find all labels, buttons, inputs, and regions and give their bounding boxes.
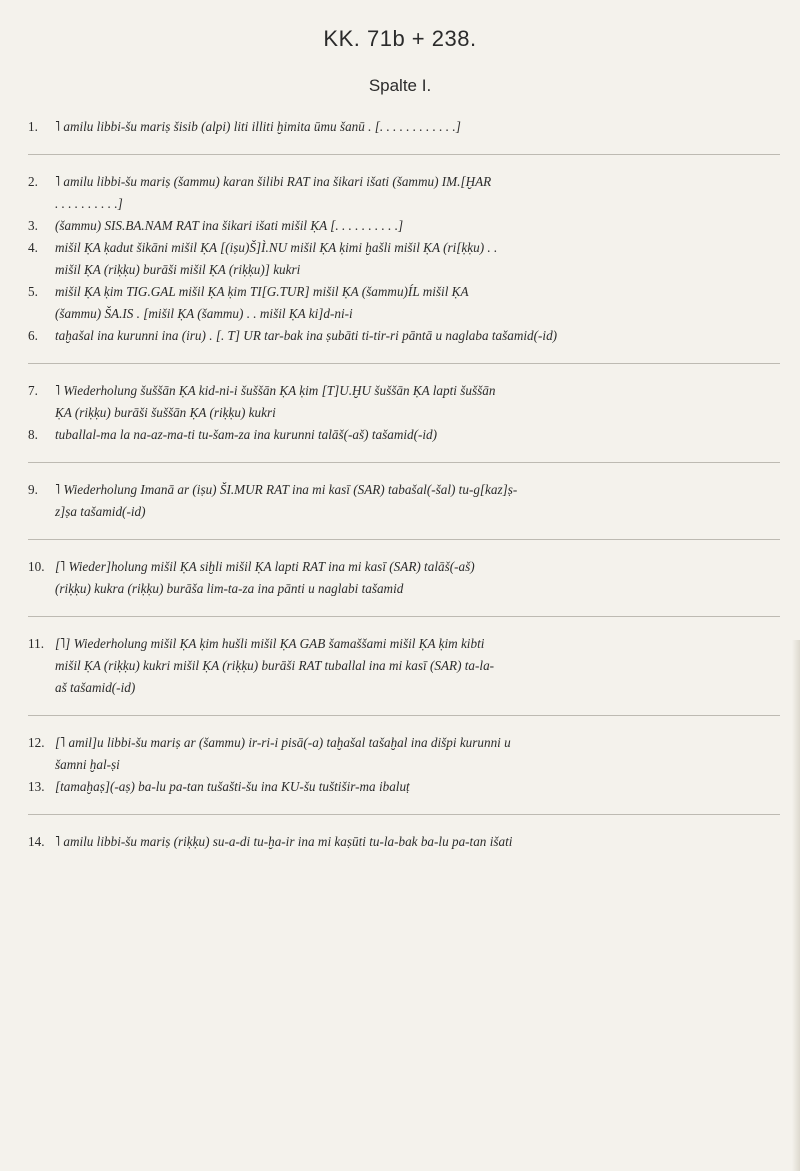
text-line: [28, 325, 780, 347]
text-line: [28, 380, 780, 402]
line-text: taḫašal ina kurunni ina (iru) . [. T] UR tar-bak ina ṣubāti ti-tir-ri pāntā u naglaba tašamid(-id): [55, 328, 558, 343]
text-line: [28, 479, 780, 501]
text-line: [28, 402, 780, 424]
text-line: [28, 633, 780, 655]
section-divider: [28, 462, 780, 463]
line-text: ˥ amilu libbi-šu mariṣ šisib (alpi) liti illiti ḫimita ūmu šanū . [. . . . . . . . . . . .]: [55, 119, 461, 134]
line-text: ˥ amilu libbi-šu mariṣ (riḳḳu) su-a-di tu-ḫa-ir ina mi kaṣūti tu-la-bak ba-lu pa-tan išati: [55, 834, 513, 849]
line-text: aš tašamid(-id): [55, 680, 136, 695]
line-number: 13.: [28, 779, 45, 794]
text-line: [28, 578, 780, 600]
text-line: [28, 754, 780, 776]
line-number: 11.: [28, 636, 44, 651]
line-text: mišil ḲA ḳim TIG.GAL mišil ḲA ḳim TI[G.TUR] mišil ḲA (šammu)ÍL mišil ḲA: [55, 284, 469, 299]
prescription-block: [28, 732, 780, 798]
line-number: 8.: [28, 427, 38, 442]
line-text: z]ṣa tašamid(-id): [55, 504, 146, 519]
section-divider: [28, 363, 780, 364]
section-divider: [28, 154, 780, 155]
prescription-block: [28, 171, 780, 347]
line-text: šamni ḫal-ṣi: [55, 757, 120, 772]
line-text: [tamaḫaṣ](-aṣ) ba-lu pa-tan tušašti-šu ina KU-šu tuštišir-ma ibaluṭ: [55, 779, 410, 794]
line-text: ḲA (riḳḳu) burāši šuššān ḲA (riḳḳu) kukri: [55, 405, 276, 420]
text-line: [28, 237, 780, 259]
page-header: KK. 71b + 238.: [323, 26, 477, 51]
line-text: [˥] Wiederholung mišil ḲA ḳim hušli mišil ḲA GAB šamaššami mišil ḲA ḳim kibti: [55, 636, 485, 651]
line-number: 6.: [28, 328, 38, 343]
line-number: 1.: [28, 119, 38, 134]
section-divider: [28, 539, 780, 540]
line-text: (šammu) ŠA.IS . [mišil ḲA (šammu) . . mišil ḲA ki]d-ni-i: [55, 306, 353, 321]
prescription-block: [28, 380, 780, 446]
text-line: [28, 831, 780, 853]
prescription-block: [28, 831, 780, 853]
line-text: tuballal-ma la na-az-ma-ti tu-šam-za ina kurunni talāš(-aš) tašamid(-id): [55, 427, 438, 442]
line-text: [˥ amil]u libbi-šu mariṣ ar (šammu) ir-ri-i pisā(-a) taḫašal tašaḫal ina dišpi kurunni u: [55, 735, 511, 750]
line-text: ˥ Wiederholung šuššān ḲA kid-ni-i šuššān ḲA ḳim [T]U.ḪU šuššān ḲA lapti šuššān: [55, 383, 496, 398]
line-number: 2.: [28, 174, 38, 189]
section-divider: [28, 616, 780, 617]
entry-list: [28, 116, 780, 869]
line-text: ˥ Wiederholung Imanā ar (iṣu) ŠI.MUR RAT ina mi kasī (SAR) tabašal(-šal) tu-g[kaz]ṣ-: [55, 482, 518, 497]
line-number: 10.: [28, 559, 45, 574]
line-text: (riḳḳu) kukra (riḳḳu) burāša lim-ta-za ina pānti u naglabi tašamid: [55, 581, 404, 596]
text-line: [28, 259, 780, 281]
line-text: mišil ḲA ḳadut šikāni mišil ḲA [(iṣu)Š]Ì.NU mišil ḲA ḳimi ḫašli mišil ḲA (ri[ḳḳu) . .: [55, 240, 498, 255]
line-text: mišil ḲA (riḳḳu) burāši mišil ḲA (riḳḳu)] kukri: [55, 262, 301, 277]
text-line: [28, 171, 780, 193]
line-number: 7.: [28, 383, 38, 398]
line-number: 9.: [28, 482, 38, 497]
line-text: . . . . . . . . . .]: [55, 196, 123, 211]
prescription-block: [28, 116, 780, 138]
text-line: [28, 281, 780, 303]
text-line: [28, 732, 780, 754]
text-line: [28, 215, 780, 237]
section-divider: [28, 814, 780, 815]
line-number: 4.: [28, 240, 38, 255]
text-line: [28, 116, 780, 138]
prescription-block: [28, 633, 780, 699]
text-line: [28, 501, 780, 523]
text-line: [28, 677, 780, 699]
line-number: 3.: [28, 218, 38, 233]
prescription-block: [28, 479, 780, 523]
line-number: 5.: [28, 284, 38, 299]
line-number: 14.: [28, 834, 45, 849]
text-line: [28, 776, 780, 798]
text-line: [28, 556, 780, 578]
page-edge-shadow: [792, 640, 800, 1171]
text-line: [28, 303, 780, 325]
column-subheader: Spalte I.: [368, 76, 432, 95]
section-divider: [28, 715, 780, 716]
line-number: 12.: [28, 735, 45, 750]
prescription-block: [28, 556, 780, 600]
line-text: mišil ḲA (riḳḳu) kukri mišil ḲA (riḳḳu) burāši RAT tuballal ina mi kasī (SAR) ta-la-: [55, 658, 495, 673]
text-line: [28, 655, 780, 677]
line-text: (šammu) SIS.BA.NAM RAT ina šikari išati mišil ḲA [. . . . . . . . . .]: [55, 218, 404, 233]
line-text: [˥ Wieder]holung mišil ḲA siḫli mišil ḲA lapti RAT ina mi kasī (SAR) talāš(-aš): [55, 559, 475, 574]
text-line: [28, 193, 780, 215]
line-text: ˥ amilu libbi-šu mariṣ (šammu) karan šilibi RAT ina šikari išati (šammu) IM.[ḪAR: [55, 174, 492, 189]
text-line: [28, 424, 780, 446]
